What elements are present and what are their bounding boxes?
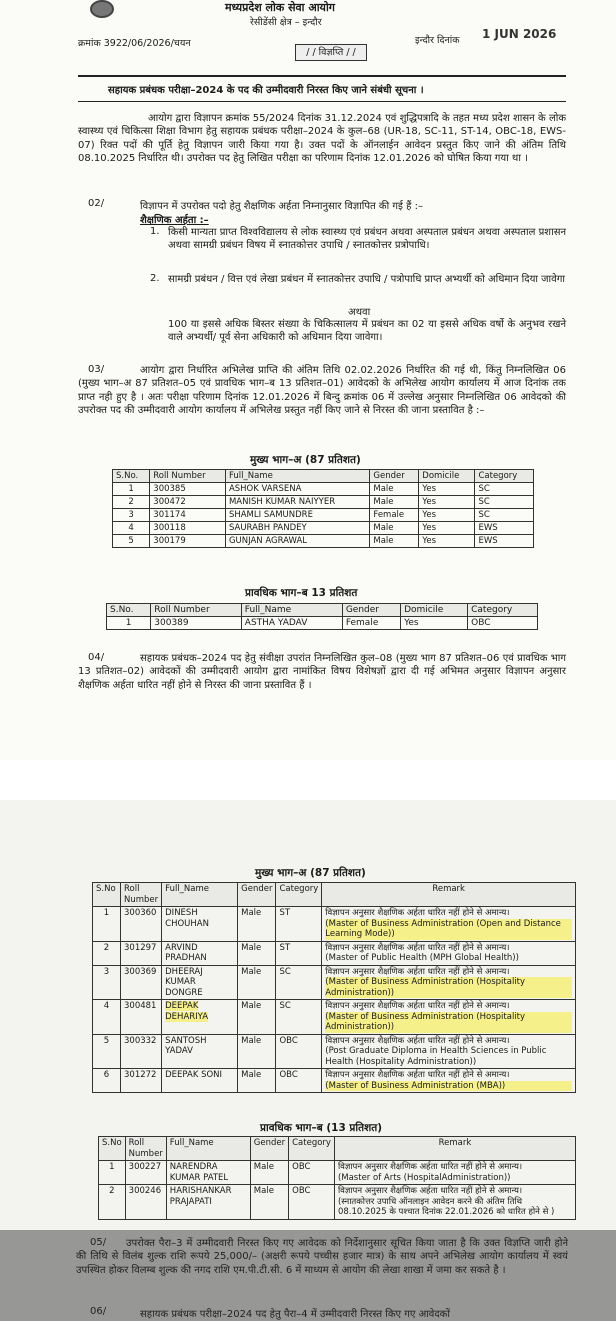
cell: 300472 [150,496,226,509]
cell: NARENDRA KUMAR PATEL [166,1161,250,1185]
cell: SC [475,483,534,496]
t3-header: S.No [93,883,121,907]
cell: 300369 [121,965,162,1000]
t3-header: Roll Number [121,883,162,907]
table-row [113,535,534,548]
remark-cell [322,1000,576,1035]
cell: 1 [107,617,151,630]
cell: OBC [276,1069,322,1093]
table-row [93,1000,576,1035]
cell: 1 [113,483,150,496]
cell: GUNJAN AGRAWAL [225,535,369,548]
cell: 300246 [125,1185,166,1220]
date-label: इन्दौर दिनांक [415,35,460,46]
t1-header: Full_Name [225,470,369,483]
cell: EWS [475,535,534,548]
cell: Male [238,907,276,942]
cell: Male [370,535,419,548]
t4-header: S.No [99,1137,126,1161]
t1-header: S.No. [113,470,150,483]
remark-line: विज्ञापन अनुसार शैक्षणिक अर्हता धारित नहीं होने से अमान्य। [325,1070,510,1080]
cell: Yes [419,509,475,522]
cell: 300118 [150,522,226,535]
paragraph-3: आयोग द्वारा निर्धारित अभिलेख प्राप्ति की अंतिम तिथि 02.02.2026 निर्धारित की गई थी, किंतु निम्नलिखित 06 (मुख्य भाग–अ 87 प्रतिशत–05 एवं प्रावधिक भाग–ब 13 प्रतिशत–01) आवेदको के अभिलेख आयोग कार्यालय में आज दिनांक तक प्राप्त नही हुए है । अतः परीक्षा परिणाम दिनांक 12.01.2026 में बिन्दु क्रमांक 06 में उल्लेख अनुसार निम्नलिखित 06 आवेदको की उपरोक्त पद की उम्मीदवारी आयोग कार्यालय में अभिलेख प्रस्तुत नहीं किए जाने से निरस्त की जाना प्रस्तावित है :– [78,365,566,416]
table-row [113,496,534,509]
remark-qualification: (Master of Business Administration (Hospitality Administration)) [325,977,572,998]
remark-qualification: (Post Graduate Diploma in Health Sciences in Public Health (Hospitality Administration)) [325,1046,547,1067]
t1-header: Domicile [419,470,475,483]
cell: Male [238,1000,276,1035]
paragraph-2-number: 02/ [88,198,105,209]
cell: 1 [99,1161,126,1185]
table-row [93,1069,576,1093]
t2-header: S.No. [107,604,151,617]
remark-cell [322,1069,576,1093]
table-row [93,941,576,965]
subject-box [78,75,566,102]
cell: DEEPAK SONI [162,1069,238,1093]
t4-header: Gender [250,1137,288,1161]
org-name: मध्यप्रदेश लोक सेवा आयोग [225,1,335,14]
cell: DINESH CHOUHAN [162,907,238,942]
cell: 300360 [121,907,162,942]
cell: ST [276,941,322,965]
cell: Male [250,1161,288,1185]
cell: SC [276,965,322,1000]
cell: 300179 [150,535,226,548]
t3-header: Category [276,883,322,907]
table-1-title: मुख्य भाग–अ (87 प्रतिशत) [250,454,361,466]
cell: 2 [93,941,121,965]
table-row [93,907,576,942]
paragraph-5-number: 05/ [90,1237,107,1248]
table-2 [106,603,538,630]
cell: Male [238,941,276,965]
cell: 300227 [125,1161,166,1185]
cell: DHEERAJ KUMAR DONGRE [162,965,238,1000]
cell: 4 [113,522,150,535]
t2-header: Full_Name [241,604,342,617]
remark-line: विज्ञापन अनुसार शैक्षणिक अर्हता धारित नहीं होने से अमान्य। [337,1162,523,1172]
remark-qualification: (Master of Arts (HospitalAdministration)) [337,1172,511,1183]
qualification-item-1-number: 1. [150,226,160,237]
cell: Male [370,496,419,509]
cell: 2 [113,496,150,509]
cell: Male [238,1034,276,1069]
t3-header: Gender [238,883,276,907]
athva-text: अथवा [348,307,371,318]
org-address: रेसीडेंसी क्षेत्र – इन्दौर [250,17,322,28]
cell: 301297 [121,941,162,965]
paragraph-1: आयोग द्वारा विज्ञापन क्रमांक 55/2024 दिनांक 31.12.2024 एवं शुद्धिपत्रादि के तहत मध्य प्रदेश शासन के लोक स्वास्थ्य एवं चिकित्सा शिक्षा विभाग हेतु सहायक प्रबंधक परीक्षा–2024 के कुल–68 (UR-18, SC-11, ST-14, OBC-18, EWS-07) रिक्त पदों की पूर्ति हेतु विज्ञापन जारी किया गया है। उक्त पदों के ऑनलाईन आवेदन प्रस्तुत किए जाने की अंतिम तिथि 08.10.2025 निर्धारित थी। उपरोक्त पद हेतु लिखित परीक्षा का परिणाम दिनांक 12.01.2026 को घोषित किया गया था । [78,113,566,164]
cell: 1 [93,907,121,942]
cell: Yes [419,496,475,509]
table-4 [98,1136,576,1220]
remark-qualification: (Master of Public Health (MPH Global Health)) [325,953,519,963]
remark-qualification: (Master of Business Administration (Hospitality Administration)) [325,1012,572,1033]
cell: OBC [468,617,538,630]
t1-header: Gender [370,470,419,483]
cell: OBC [289,1185,335,1220]
remark-line: विज्ञापन अनुसार शैक्षणिक अर्हता धारित नहीं होने से अमान्य। [337,1186,523,1196]
paragraph-5: उपरोक्त पैरा–3 में उम्मीदवारी निरस्त किए गए आवेदक को निर्देशानुसार सूचित किया जाता है कि उक्त विज्ञप्ति जारी होने की तिथि से विलंब शुल्क राशि रूपये 25,000/– (अक्षरी रूपये पच्चीस हजार मात्र) के साथ अपने अभिलेख आयोग कार्यालय में स्वयं उपस्थित होकर विलम्ब शुल्क की नगद राशि एम.पी.टी.सी. 6 में माध्यम से आयोग की लेखा शाखा में जमा कर सकते है । [76,1238,568,1276]
cell: 5 [113,535,150,548]
remark-qualification: (Master of Business Administration (Open and Distance Learning Mode)) [325,919,572,940]
qualification-heading: शैक्षणिक अर्हता :– [140,215,209,226]
remark-cell [334,1161,575,1185]
paragraph-4: सहायक प्रबंधक–2024 पद हेतु संवीक्षा उपरांत निम्नलिखित कुल–08 (मुख्य भाग 87 प्रतिशत–06 एवं प्रावधिक भाग 13 प्रतिशत–02) आवेदकों की उम्मीदवारी आयोग द्वारा नामांकित विषय विशेषज्ञों द्वारा दी गई अभिमत अनुसार विज्ञापन अनुसार शैक्षणिक अर्हता धारित नहीं होने से निरस्त की जाना प्रस्तावित हैं । [78,653,566,691]
cell [162,1000,238,1035]
qualification-item-2: सामग्री प्रबंधन / वित्त एवं लेखा प्रबंधन में स्नातकोत्तर उपाधि / पत्रोपाधि प्राप्त अभ्यर्थी को अधिमान दिया जावेगा [168,274,565,285]
remark-cell [322,907,576,942]
t2-header: Domicile [401,604,468,617]
remark-line: विज्ञापन अनुसार शैक्षणिक अर्हता धारित नहीं होने से अमान्य। [325,942,510,953]
cell: SC [475,509,534,522]
remark-cell [334,1185,575,1220]
table-2-title: प्रावधिक भाग–ब 13 प्रतिशत [245,587,358,599]
reference-number: क्रमांक 3922/06/2026/चयन [78,38,191,49]
cell: SC [475,496,534,509]
remark-cell [322,941,576,965]
remark-qualification: (स्नातकोत्तर उपाधि ऑनलाइन आवेदन करने की अंतिम तिथि 08.10.2025 के पश्चात दिनांक 22.01.2026 को धारित होने से ) [337,1196,555,1217]
cell: SC [276,1000,322,1035]
preference-text: 100 या इससे अधिक बिस्तर संख्या के चिकित्सालय में प्रबंधन का 02 या इससे अधिक वर्षो के अनुभव रखने वाले अभ्यर्थी/ पूर्व सेना अधिकारी को अधिमान दिया जावेगा। [168,319,566,344]
cell: EWS [475,522,534,535]
cell: Yes [419,483,475,496]
t1-header: Roll Number [150,470,226,483]
t2-header: Category [468,604,538,617]
remark-qualification: (Master of Business Administration (MBA)) [325,1081,572,1092]
t3-header: Remark [322,883,576,907]
table-4-title: प्रावधिक भाग–ब (13 प्रतिशत) [260,1122,383,1134]
cell: ST [276,907,322,942]
paragraph-2-intro: विज्ञापन में उपरोक्त पदो हेतु शैक्षणिक अर्हता निम्नानुसार विज्ञापित की गई हैं :– [140,201,423,212]
table-row [107,617,538,630]
cell: HARISHANKAR PRAJAPATI [166,1185,250,1220]
remark-line: विज्ञापन अनुसार शैक्षणिक अर्हता धारित नहीं होने से अमान्य। [325,966,510,977]
cell: 6 [93,1069,121,1093]
remark-cell [322,1034,576,1069]
cell: 5 [93,1034,121,1069]
subject-text: सहायक प्रबंधक परीक्षा–2024 के पद की उम्मीदवारी निरस्त किए जाने संबंधी सूचना । [108,85,424,96]
t1-header: Category [475,470,534,483]
cell: 300389 [151,617,242,630]
cell: SANTOSH YADAV [162,1034,238,1069]
cell: Yes [419,522,475,535]
table-3 [92,882,576,1093]
table-row [99,1161,576,1185]
cell: ASTHA YADAV [241,617,342,630]
screenshot-overlay [0,1230,616,1321]
t3-header: Full_Name [162,883,238,907]
remark-line: विज्ञापन अनुसार शैक्षणिक अर्हता धारित नहीं होने से अमान्य। [325,1035,510,1046]
paragraph-4-number: 04/ [88,652,105,663]
cell: 3 [113,509,150,522]
remark-cell [322,965,576,1000]
t4-header: Roll Number [125,1137,166,1161]
cell: ARVIND PRADHAN [162,941,238,965]
cell: 3 [93,965,121,1000]
table-row [93,965,576,1000]
paragraph-3-number: 03/ [88,364,105,375]
commission-logo-icon [90,0,114,18]
paragraph-6: सहायक प्रबंधक परीक्षा–2024 पद हेतु पैरा–4 में उम्मीदवारी निरस्त किए गए आवेदकों [140,1309,450,1320]
cell: Female [342,617,400,630]
cell: Male [250,1185,288,1220]
cell: Yes [401,617,468,630]
cell: OBC [289,1161,335,1185]
cell: Male [370,522,419,535]
table-1 [112,469,534,548]
table-row [113,522,534,535]
cell: 2 [99,1185,126,1220]
cell: 301272 [121,1069,162,1093]
date-stamp: 1 JUN 2026 [482,27,557,41]
cell: Male [370,483,419,496]
paragraph-6-number: 06/ [90,1306,107,1317]
cell: 4 [93,1000,121,1035]
highlighted-name: DEEPAK DEHARIYA [165,1001,209,1022]
cell: MANISH KUMAR NAIYYER [225,496,369,509]
cell: ASHOK VARSENA [225,483,369,496]
cell: 300332 [121,1034,162,1069]
cell: 301174 [150,509,226,522]
t4-header: Category [289,1137,335,1161]
table-3-title: मुख्य भाग–अ (87 प्रतिशत) [255,867,366,879]
cell: SHAMLI SAMUNDRE [225,509,369,522]
t2-header: Gender [342,604,400,617]
table-row [113,483,534,496]
vigyapti-label: / / विज्ञप्ति / / [295,44,367,61]
t4-header: Remark [334,1137,575,1161]
table-row [93,1034,576,1069]
t2-header: Roll Number [151,604,242,617]
remark-line: विज्ञापन अनुसार शैक्षणिक अर्हता धारित नहीं होने से अमान्य। [325,908,510,918]
remark-line: विज्ञापन अनुसार शैक्षणिक अर्हता धारित नहीं होने से अमान्य। [325,1001,510,1011]
cell: Yes [419,535,475,548]
table-row [99,1185,576,1220]
cell: 300385 [150,483,226,496]
table-row [113,509,534,522]
document-page-2 [0,800,616,1321]
cell: SAURABH PANDEY [225,522,369,535]
cell: Female [370,509,419,522]
cell: Male [238,1069,276,1093]
cell: 300481 [121,1000,162,1035]
qualification-item-2-number: 2. [150,273,160,284]
page-gap [0,760,616,800]
cell: Male [238,965,276,1000]
cell: OBC [276,1034,322,1069]
t4-header: Full_Name [166,1137,250,1161]
qualification-item-1: किसी मान्यता प्राप्त विश्वविद्यालय से लोक स्वास्थ्य एवं प्रबंधन अथवा अस्पताल प्रबंधन अथवा अस्पताल प्रशासन अथवा सामग्री प्रबंधन विषय में स्नातकोत्तर उपाधि / स्नातकोत्तर प्रत्रोपाधि। [168,227,566,252]
